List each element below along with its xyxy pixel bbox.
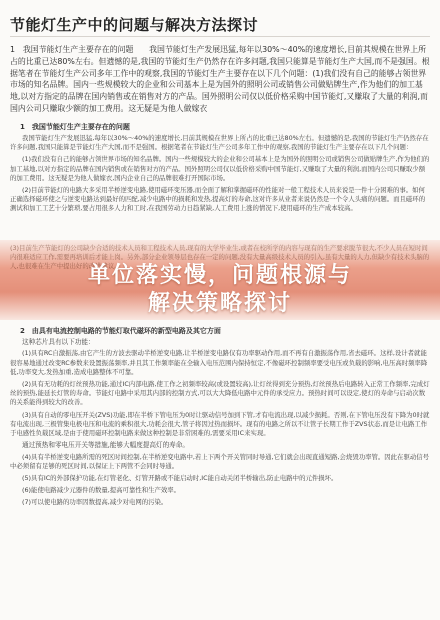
section-one-paragraph: (1)我们没有自己的能够占领世界市场的知名品牌。国内一些规模较大的企业和公司基本上是为国外的照明公司或销售公司做贴牌生产,作为他们的加工基地,以对方指定的品牌在国内销售或在销售对方的产品。国外照明公司仅以低价格采购中国节能灯,又赚取了大量的利润,而国内公司只赚取少额的加工费用。这无疑是为他人做嫁衣,国内企业自己的品牌很难打开国际市场。 — [10, 155, 430, 182]
title-divider — [10, 36, 430, 37]
section-two-paragraph: (4)具有半桥逆变电路所需的死区时间控制,在半桥逆变电路中,若上下两个开关管同时导通,它们就会出现直通短路,会烧毁功率管。因此在驱动信号中必须留有足够的死区时间,以保证上下两管不会同时导通。 — [10, 452, 430, 470]
section-one-paragraph: (2)目前节能灯的电路大多采用半桥逆变电路,使用磁环变压器,而全面了解和掌握磁环的性能对一般工程技术人员来说是一件十分困难的事。如何正确选择磁环使之与逆变电路达到最好的匹配,减少电路中的损耗和发热,提高灯的寿命,这对许多从业者来说仍然是一个令人头痛的问题。而且磁环的测试和加工工艺十分繁琐,要占用很多人力和工时,在我国劳动力日趋紧缺,人工费用上涨的情况下,使用磁环的生产成本较高。 — [10, 186, 426, 213]
section-one-block — [10, 118, 430, 240]
section-one-heading: 1 我国节能灯生产主要存在的问题 — [20, 123, 130, 131]
section-two-paragraph: (2)具有无功耗的灯丝预热功能,通过IC内部电路,使工作之初频率较高(或设置较高),让灯丝得到充分预热,灯丝预热后电路转入正常工作频率,完成灯丝的预热,能延长灯管的寿命。节能灯电路中采用其内部的控制方式,可以大大降低电路中元件的承受应力。预热时间可以设定,使灯的寿命与启动次数的关系能得到较大的改善。 — [10, 380, 430, 407]
section-two-paragraph: (6)能使电路减少元器件的数量,提高可靠性和生产效率。 — [22, 486, 181, 495]
document-title: 节能灯生产中的问题与解决方法探讨 — [10, 16, 259, 34]
banner-background-text: (3)目前生产节能灯的公司缺少合适的技术人员和工程技术人员,现有的大学毕业生,或者在校所学的内容与现有的生产要求脱节很大,不少人员在短时间内很难适应工作,需要再培训后才能上岗。另外,部分企业领导层也存在一定的问题,没有大量高级技术人员的引入,虽有大量的人力,但缺少有技术头脑的人,也很难在生产中提出好的改进建议。 — [10, 244, 430, 271]
section-two-heading: 2 由具有电流控制电路的节能灯取代磁环的新型电路及其它方面 — [20, 327, 221, 335]
section-two-paragraph: (5)具有IC的外部保护功能,在灯管老化、灯管开路或不能启动时,IC能自动关闭半桥输出,防止电路中的元件损坏。 — [22, 474, 338, 483]
section-two-intro: 这种芯片具有以下功能： — [22, 338, 95, 346]
banner-headline-line-1: 单位落实慢，问题根源与 — [87, 263, 352, 288]
section-two-paragraph: (1)具有RC自激振荡,由它产生的方波去驱动半桥逆变电路,让半桥逆变电路仅有功率驱动作用,而不再有自激振荡作用,省去磁环。这样,设计者就能很容易地通过改变RC参数来设置振荡频率,并且其工作频率能在全输入电压范围内保持恒定,不像磁环控制频率要受电压或负载的影响,电压高时频率降低,功率变大,发热加重,造成电路整体不可靠。 — [10, 349, 428, 376]
section-one-paragraph: 我国节能灯生产发展迅猛,每年以30%～40%的速度增长,目前其规模在世界上所占的比重已达80%左右。但遗憾的是,我国的节能灯生产仍然存在许多问题,我国只能算是节能灯生产大国,而不是强国。根据笔者在节能灯生产公司多年工作中的观察,我国的节能灯生产主要存在以下几个问题： — [10, 134, 429, 152]
section-two-paragraph: (3)具有自动的零电压开关(ZVS)功能,即在半桥下管电压为0时让驱动信号加到下管,才有电流出现,以减少损耗。否则,在下管电压没有下降为0时就有电流出现,三极管集电极电压和电流的乘积很大,功耗会很大,管子将因过热而损坏。现有的电路之所以不让管子长期工作于ZVS状态,而是让电路工作于电感性负载区域,是由于使用磁环控制电路来做这种控制是非常困难的,需要采用IC来实现。 — [10, 410, 430, 438]
banner-headline-line-2: 解决策略探讨 — [147, 291, 292, 316]
section-two-note: 通过预热和零电压开关等措施,能够大幅度提高灯的寿命。 — [22, 441, 189, 450]
lead-paragraph: 1 我国节能灯生产主要存在的问题 我国节能灯生产发展迅猛,每年以30%～40%的速度增长,目前其规模在世界上所占的比重已达80%左右。但遗憾的是,我国的节能灯生产仍然存在许多问题,我国只能算是节能灯生产大国,而不是强国。根据笔者在节能灯生产公司多年工作中的观察,我国的节能灯生产主要存在以下几个问题：(1)我们没有自己的能够占领世界市场的知名品牌。国内一些规模较大的企业和公司基本上是为国外的照明公司或销售公司做贴牌生产,作为他们的加工基地,以对方指定的品牌在国内销售或在销售对方的产品。国外照明公司仅以低价格采购中国节能灯,又赚取了大量的利润,而国内公司只赚取少额的加工费用。这无疑是为他人做嫁衣 — [10, 45, 430, 113]
headline-banner — [0, 240, 440, 320]
section-two-paragraph: (7)可以使电路的功率因数提高,减少对电网的污染。 — [22, 498, 168, 507]
section-two-block — [10, 322, 430, 618]
